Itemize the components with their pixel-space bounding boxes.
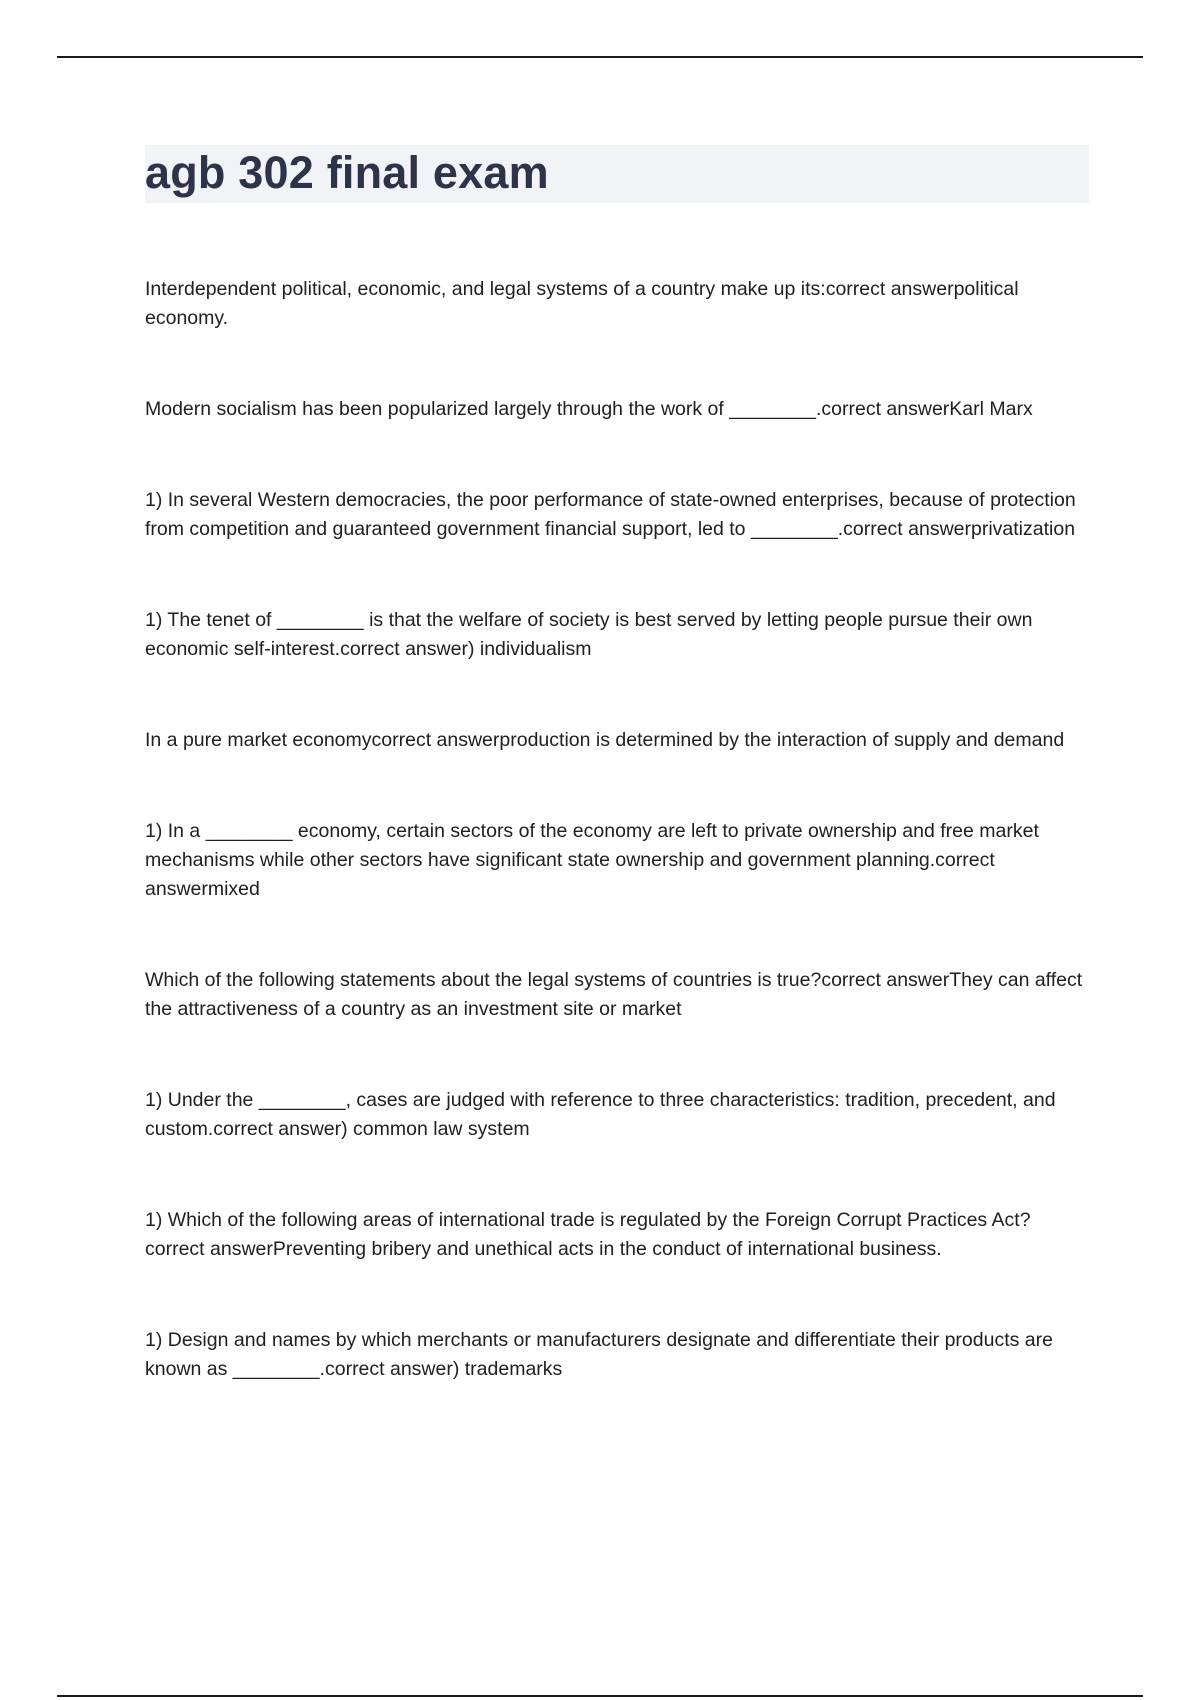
qa-list	[145, 275, 1090, 1384]
qa-item: In a pure market economycorrect answerproduction is determined by the interaction of supply and demand	[145, 729, 1065, 751]
document-title: agb 302 final exam	[145, 147, 549, 198]
bottom-rule	[57, 1695, 1143, 1697]
qa-item: 1) In several Western democracies, the poor performance of state-owned enterprises, because of protection from competition and guaranteed government financial support, led to ________.correct answerprivatization	[145, 489, 1076, 540]
qa-item: 1) Under the ________, cases are judged with reference to three characteristics: tradition, precedent, and custom.correct answer) common law system	[145, 1089, 1056, 1140]
top-rule	[57, 56, 1143, 58]
qa-item: Modern socialism has been popularized largely through the work of ________.correct answerKarl Marx	[145, 398, 1033, 420]
qa-item: 1) The tenet of ________ is that the welfare of society is best served by letting people pursue their own economic self-interest.correct answer) individualism	[145, 609, 1033, 660]
qa-item: 1) In a ________ economy, certain sectors of the economy are left to private ownership and free market mechanisms while other sectors have significant state ownership and government planning.correct answermixed	[145, 820, 1039, 900]
qa-item: Interdependent political, economic, and legal systems of a country make up its:correct answerpolitical economy.	[145, 278, 1019, 329]
qa-item: 1) Which of the following areas of international trade is regulated by the Foreign Corrupt Practices Act?correct answerPreventing bribery and unethical acts in the conduct of international business.	[145, 1209, 1031, 1260]
qa-item: 1) Design and names by which merchants or manufacturers designate and differentiate their products are known as ________.correct answer) trademarks	[145, 1329, 1053, 1380]
qa-item: Which of the following statements about the legal systems of countries is true?correct answerThey can affect the attractiveness of a country as an investment site or market	[145, 969, 1083, 1020]
